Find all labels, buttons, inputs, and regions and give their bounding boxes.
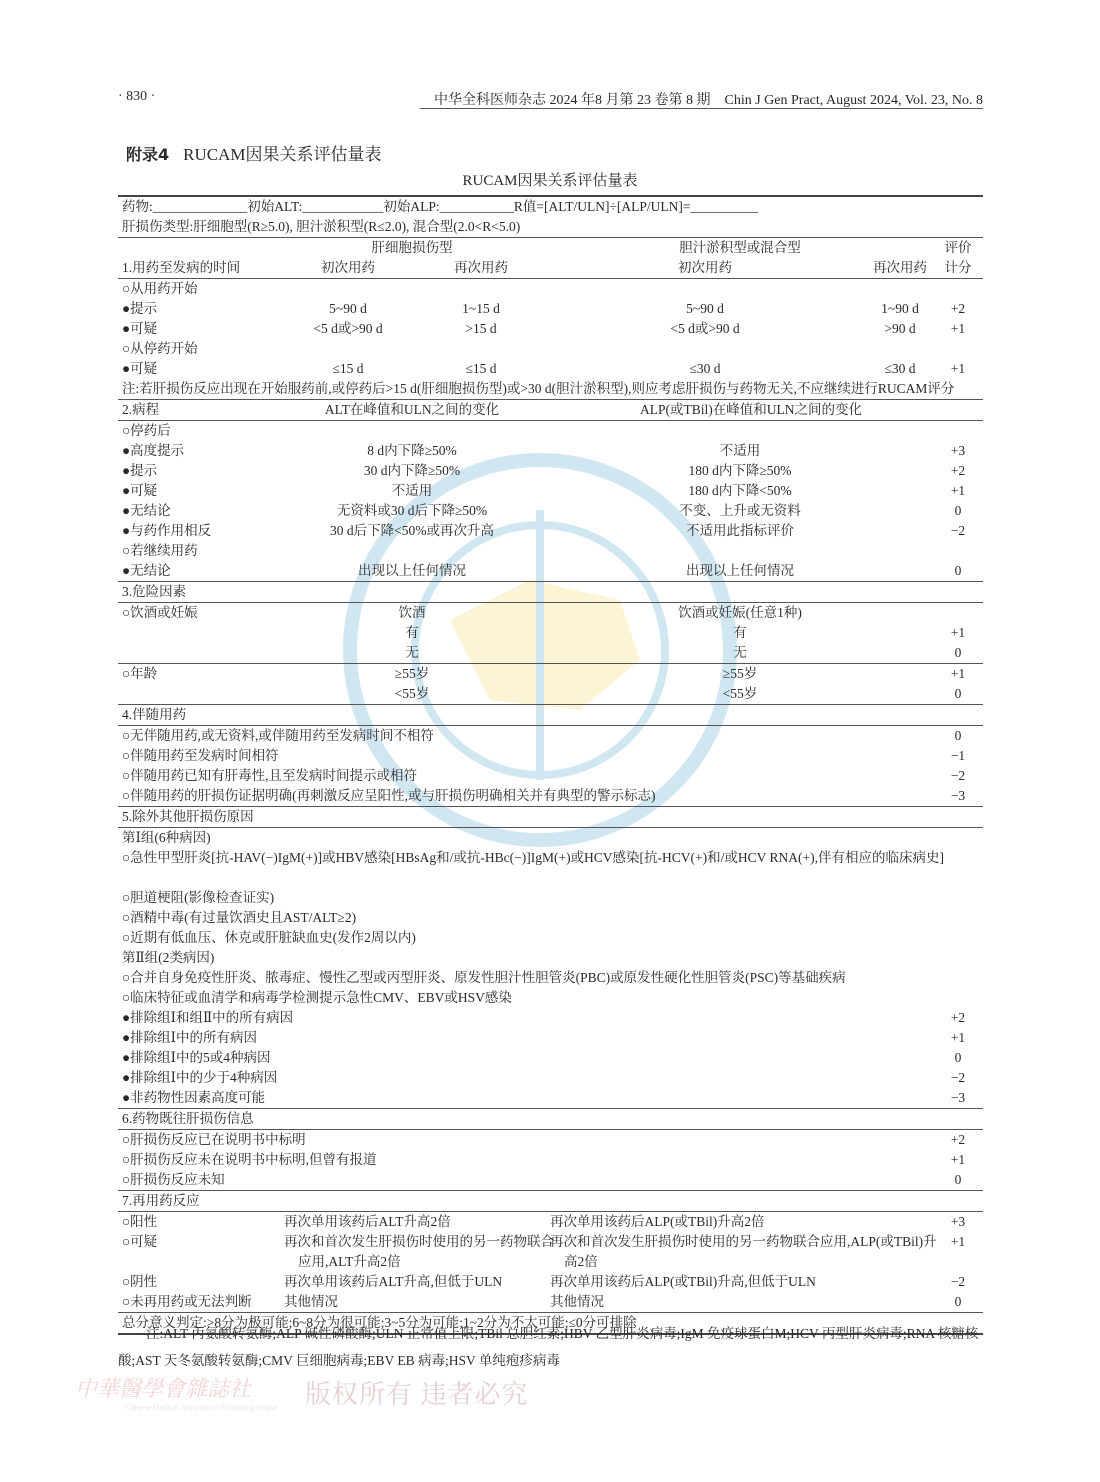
score: 0 <box>954 686 962 701</box>
table-row <box>118 461 983 481</box>
criterion: 再次用药 <box>873 260 927 275</box>
score: 0 <box>954 1172 962 1187</box>
total-text: 总分意义判定:>8分为极可能;6~8分为很可能;3~5分为可能;1~2分为不太可能;≤0分可排除 <box>122 1315 637 1330</box>
table-row <box>118 1272 983 1292</box>
criterion: ALP(或TBil)在峰值和ULN之间的变化 <box>640 402 862 417</box>
table-row <box>118 501 983 521</box>
criterion: 再次用药 <box>454 260 508 275</box>
hepatocellular-criterion: 再次单用该药后ALT升高2倍 <box>284 1214 451 1229</box>
criterion: 饮酒或妊娠(任意1种) <box>678 605 802 620</box>
table-row <box>118 1150 983 1170</box>
rucam-table <box>118 195 983 1335</box>
row-text: 肝损伤类型:肝细胞型(R≥5.0), 胆汁淤积型(R≤2.0), 混合型(2.0<R<5.0) <box>122 219 521 234</box>
score: +1 <box>950 625 966 640</box>
publisher-name: 中華醫學會雜誌社 <box>75 1376 252 1401</box>
row-label: ○伴随用药已知有肝毒性,且至发病时间提示或相符 <box>122 768 418 783</box>
row-label: ○肝损伤反应未知 <box>122 1172 225 1187</box>
table-row <box>118 948 983 968</box>
criterion: 5~90 d <box>329 301 367 316</box>
cholestatic-criterion: 再次和首次发生肝损伤时使用的另一药物联合应用,ALP(或TBil)升高2倍 <box>550 1234 937 1269</box>
score: −2 <box>950 1070 966 1085</box>
score: +1 <box>950 483 966 498</box>
table-row <box>118 726 983 746</box>
row-label: ○从停药开始 <box>122 341 198 356</box>
criterion: ≤30 d <box>689 361 721 376</box>
criterion: 饮酒 <box>398 605 426 620</box>
score: −3 <box>950 788 966 803</box>
section-header <box>118 258 983 279</box>
criterion: ≥55岁 <box>722 666 758 681</box>
score: −1 <box>950 748 966 763</box>
row-label: ○急性甲型肝炎[抗-HAV(−)IgM(+)]或HBV感染[HBsAg和/或抗-HBc(−)]IgM(+)或HCV感染[抗-HCV(+)和/或HCV RNA(+),伴有相应的临床病史] <box>122 850 945 865</box>
criterion: >90 d <box>884 321 916 336</box>
criterion: 出现以上任何情况 <box>358 563 466 578</box>
form-line <box>118 217 983 238</box>
copyright-watermark: 版权所有 违者必究 <box>305 1380 529 1409</box>
hepatocellular-criterion: 其他情况 <box>284 1294 338 1309</box>
row-label: ●排除组Ⅰ中的5或4种病因 <box>122 1050 271 1065</box>
table-row <box>118 319 983 339</box>
hepatocellular-criterion: 再次单用该药后ALT升高,但低于ULN <box>284 1274 503 1289</box>
score: +1 <box>950 1030 966 1045</box>
row-label: ○合并自身免疫性肝炎、脓毒症、慢性乙型或丙型肝炎、原发性胆汁性胆管炎(PBC)或原发性硬化性胆管炎(PSC)等基础疾病 <box>122 970 846 985</box>
score: 0 <box>954 645 962 660</box>
criterion: ALT在峰值和ULN之间的变化 <box>324 402 500 417</box>
criterion: 初次用药 <box>321 260 375 275</box>
publisher-logo <box>75 1372 277 1412</box>
score: +1 <box>950 1152 966 1167</box>
score: −3 <box>950 1090 966 1105</box>
criterion: <55岁 <box>722 686 758 701</box>
score: +1 <box>950 361 966 376</box>
section-header <box>118 807 983 828</box>
section-header <box>118 400 983 421</box>
row-label: ○近期有低血压、休克或肝脏缺血史(发作2周以内) <box>122 930 416 945</box>
table-row <box>118 1170 983 1191</box>
row-label: ●可疑 <box>122 361 158 376</box>
note-text: 注:若肝损伤反应出现在开始服药前,或停药后>15 d(肝细胞损伤型)或>30 d(胆汁淤积型),则应考虑肝损伤与药物无关,不应继续进行RUCAM评分 <box>122 381 955 396</box>
score: +2 <box>950 301 966 316</box>
criterion: ≥55岁 <box>394 666 430 681</box>
table-row <box>118 623 983 643</box>
footnote: 注:ALT 丙氨酸转氨酶;ALP 碱性磷酸酶;ULN 正常值上限;TBil 总胆红素;HBV 乙型肝炎病毒;IgM 免疫球蛋白M;HCV 丙型肝炎病毒;RNA 核糖核酸;AST 天冬氨酸转氨酶;CMV 巨细胞病毒;EBV EB 病毒;HSV 单纯疱疹病毒 <box>118 1326 979 1368</box>
score: +2 <box>950 1010 966 1025</box>
page-number: · 830 · <box>118 89 156 104</box>
criterion: 不适用此指标评价 <box>686 523 794 538</box>
table-row <box>118 481 983 501</box>
score: 计分 <box>944 260 972 275</box>
table-row <box>118 541 983 561</box>
table-row <box>118 1232 983 1272</box>
table-row <box>118 521 983 541</box>
row-label: ○肝损伤反应已在说明书中标明 <box>122 1132 306 1147</box>
criterion: 不适用 <box>391 483 433 498</box>
section-header <box>118 582 983 603</box>
cholestatic-criterion: 再次单用该药后ALP(或TBil)升高2倍 <box>550 1214 765 1229</box>
appendix-heading <box>126 140 382 165</box>
criterion: 180 d内下降<50% <box>688 483 792 498</box>
score: +3 <box>950 1214 966 1229</box>
criterion: 肝细胞损伤型 <box>371 240 453 255</box>
row-label: ●无结论 <box>122 563 171 578</box>
table-row <box>118 643 983 663</box>
criterion: >15 d <box>465 321 497 336</box>
row-text: 药物:______________初始ALT:____________初始ALP:___________R值=[ALT/ULN]÷[ALP/ULN]=__________ <box>122 199 758 214</box>
section-header <box>118 1191 983 1212</box>
row-label: ●可疑 <box>122 483 158 498</box>
table-row <box>118 441 983 461</box>
row-text: 6.药物既往肝损伤信息 <box>122 1111 254 1126</box>
row-label: ○无伴随用药,或无资料,或伴随用药至发病时间不相符 <box>122 728 434 743</box>
row-label: ○未再用药或无法判断 <box>122 1294 252 1309</box>
table-row <box>118 786 983 807</box>
row-label: ○肝损伤反应未在说明书中标明,但曾有报道 <box>122 1152 377 1167</box>
table-row <box>118 968 983 988</box>
row-label: 2.病程 <box>122 402 160 417</box>
criterion: <55岁 <box>394 686 430 701</box>
row-label: 第Ⅱ组(2类病因) <box>122 950 215 965</box>
row-text: 7.再用药反应 <box>122 1193 200 1208</box>
row-label: ○伴随用药的肝损伤证据明确(再刺激反应呈阳性,或与肝损伤明确相关并有典型的警示标志) <box>122 788 656 803</box>
table-row <box>118 766 983 786</box>
criterion: ≤15 d <box>332 361 364 376</box>
table-row <box>118 1008 983 1028</box>
table-row <box>118 279 983 299</box>
row-label: ○若继续用药 <box>122 543 198 558</box>
row-label: ○饮酒或妊娠 <box>122 605 198 620</box>
table-row <box>118 908 983 928</box>
table-row <box>118 561 983 582</box>
table-row <box>118 359 983 379</box>
cholestatic-criterion: 再次单用该药后ALP(或TBil)升高,但低于ULN <box>550 1274 816 1289</box>
criterion: <5 d或>90 d <box>670 321 740 336</box>
row-label: ○伴随用药至发病时间相符 <box>122 748 279 763</box>
table-title: RUCAM因果关系评估量表 <box>462 173 638 189</box>
criterion: 1~15 d <box>462 301 500 316</box>
score: −2 <box>950 768 966 783</box>
row-label: ○从用药开始 <box>122 281 198 296</box>
score: 评价 <box>944 240 972 255</box>
score: +1 <box>950 1234 966 1249</box>
table-row <box>118 848 983 888</box>
criterion: 30 d后下降<50%或再次升高 <box>330 523 494 538</box>
header-rule <box>420 108 983 109</box>
criterion: ≤15 d <box>465 361 497 376</box>
score: 0 <box>954 563 962 578</box>
table-row <box>118 421 983 441</box>
row-label: ○胆道梗阻(影像检查证实) <box>122 890 275 905</box>
table-row <box>118 299 983 319</box>
table-row <box>118 1028 983 1048</box>
table-row <box>118 746 983 766</box>
criterion: 出现以上任何情况 <box>686 563 794 578</box>
row-label: ○临床特征或血清学和病毒学检测提示急性CMV、EBV或HSV感染 <box>122 990 512 1005</box>
row-label: ○酒精中毒(有过量饮酒史且AST/ALT≥2) <box>122 910 357 925</box>
table-row <box>118 988 983 1008</box>
table-row <box>118 1292 983 1313</box>
criterion: 5~90 d <box>686 301 724 316</box>
criterion: 有 <box>733 625 747 640</box>
table-row <box>118 888 983 908</box>
row-label: ●排除组Ⅰ中的所有病因 <box>122 1030 257 1045</box>
score: 0 <box>954 1050 962 1065</box>
score: 0 <box>954 1294 962 1309</box>
criterion: 无 <box>733 645 747 660</box>
row-label: ○阳性 <box>122 1214 158 1229</box>
criterion: 有 <box>405 625 419 640</box>
score: +2 <box>950 463 966 478</box>
table-row <box>118 663 983 684</box>
criterion: 不适用 <box>719 443 761 458</box>
criterion: 初次用药 <box>678 260 732 275</box>
row-label: ○停药后 <box>122 423 171 438</box>
hepatocellular-criterion: 再次和首次发生肝损伤时使用的另一药物联合应用,ALT升高2倍 <box>284 1234 554 1269</box>
row-text: 3.危险因素 <box>122 584 187 599</box>
row-label: ●无结论 <box>122 503 171 518</box>
score: −2 <box>950 1274 966 1289</box>
row-label: 1.用药至发病的时间 <box>122 260 241 275</box>
score: −2 <box>950 523 966 538</box>
section-header <box>118 705 983 726</box>
table-row <box>118 1068 983 1088</box>
table-row <box>118 603 983 623</box>
score: +1 <box>950 666 966 681</box>
publisher-name-en: Chinese Medical Association Publishing House <box>125 1403 277 1412</box>
score: +1 <box>950 321 966 336</box>
form-line <box>118 197 983 217</box>
row-label: ●可疑 <box>122 321 158 336</box>
row-label: ●非药物性因素高度可能 <box>122 1090 266 1105</box>
appendix-label: 附录4 <box>126 145 170 164</box>
criterion: 8 d内下降≥50% <box>367 443 457 458</box>
criterion: ≤30 d <box>884 361 916 376</box>
row-label: ●高度提示 <box>122 443 185 458</box>
table-row <box>118 1088 983 1109</box>
score: +3 <box>950 443 966 458</box>
row-label: ●提示 <box>122 463 158 478</box>
table-row <box>118 1212 983 1232</box>
row-label: ●排除组Ⅰ中的少于4种病因 <box>122 1070 278 1085</box>
row-text: 4.伴随用药 <box>122 707 187 722</box>
score: 0 <box>954 728 962 743</box>
section-header <box>118 1109 983 1130</box>
row-label: ●提示 <box>122 301 158 316</box>
score: +2 <box>950 1132 966 1147</box>
row-text: 5.除外其他肝损伤原因 <box>122 809 254 824</box>
row-label: ●排除组Ⅰ和组Ⅱ中的所有病因 <box>122 1010 294 1025</box>
section-note <box>118 379 983 400</box>
criterion: 胆汁淤积型或混合型 <box>679 240 801 255</box>
score: 0 <box>954 503 962 518</box>
table-row <box>118 339 983 359</box>
row-label: ○阴性 <box>122 1274 158 1289</box>
appendix-title: RUCAM因果关系评估量表 <box>183 145 382 164</box>
criterion: 不变、上升或无资料 <box>679 503 801 518</box>
criterion: <5 d或>90 d <box>313 321 383 336</box>
criterion: 30 d内下降≥50% <box>363 463 461 478</box>
table-row <box>118 684 983 705</box>
criterion: 180 d内下降≥50% <box>688 463 792 478</box>
table-row <box>118 828 983 848</box>
table-row <box>118 1130 983 1150</box>
running-title: 中华全科医师杂志 2024 年8 月第 23 卷第 8 期 Chin J Gen Pract, August 2024, Vol. 23, No. 8 <box>434 93 983 108</box>
criterion: 无 <box>405 645 419 660</box>
row-label: ●与药作用相反 <box>122 523 212 538</box>
criterion: 无资料或30 d后下降≥50% <box>336 503 488 518</box>
row-label: ○可疑 <box>122 1234 158 1249</box>
criterion: 1~90 d <box>881 301 919 316</box>
table-row <box>118 1048 983 1068</box>
group-header-row <box>118 238 983 258</box>
cholestatic-criterion: 其他情况 <box>550 1294 604 1309</box>
table-row <box>118 928 983 948</box>
row-label: 第Ⅰ组(6种病因) <box>122 830 211 845</box>
row-label: ○年龄 <box>122 666 158 681</box>
